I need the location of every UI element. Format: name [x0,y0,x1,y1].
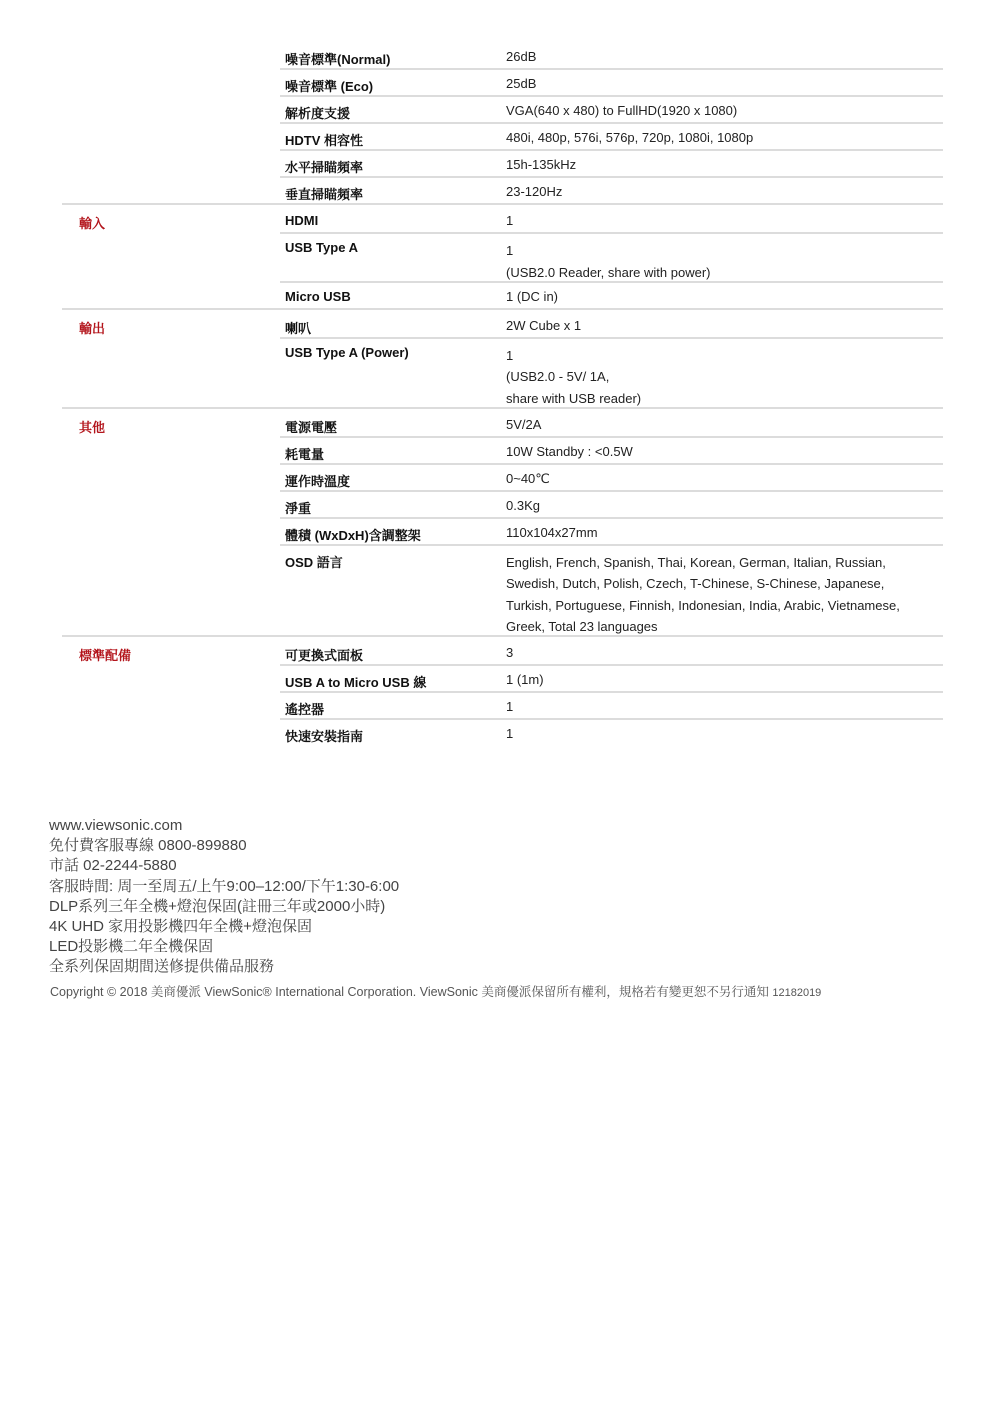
row-divider [280,718,943,720]
spec-label: Micro USB [285,288,351,304]
spec-value: 0.3Kg [506,497,540,513]
section-title: 輸出 [79,320,106,336]
document-code: 12182019 [772,987,822,999]
row-divider [280,490,943,492]
spec-label: 噪音標準 (Eco) [285,79,374,94]
copyright-text: Copyright © 2018 美商優派 ViewSonic® International Corporation. ViewSonic 美商優派保留所有權利，規格若有變更恕不另行通知 [50,985,769,999]
website-link[interactable]: www.viewsonic.com [49,817,183,834]
spec-value: 1 (USB2.0 Reader, share with power) [506,243,711,280]
contact-line: 市話 02-2244-5880 [49,857,177,875]
spec-label: 耗電量 [285,446,325,462]
section-title: 其他 [79,419,106,435]
spec-label: 解析度支援 [285,106,351,121]
contact-line: 客服時間: 周一至周五/上午9:00–12:00/下午1:30-6:00 [49,877,400,895]
spec-label: 噪音標準(Normal) [285,52,391,67]
spec-value: 26dB [506,49,537,64]
row-divider [62,203,943,205]
spec-label: 電源電壓 [285,419,338,435]
spec-label: 體積 (WxDxH)含調整架 [285,527,421,543]
spec-value: 10W Standby : <0.5W [506,443,633,459]
contact-line: DLP系列三年全機+燈泡保固(註冊三年或2000小時) [49,897,386,915]
spec-value: 1 (USB2.0 - 5V/ 1A, share with USB reader) [506,347,642,406]
section-title: 輸入 [79,216,106,231]
row-divider [280,517,943,519]
spec-value: 2W Cube x 1 [506,317,582,333]
spec-label: USB Type A (Power) [285,344,409,360]
contact-line: 全系列保固期間送修提供備品服務 [49,958,275,976]
row-divider [62,635,943,637]
copyright-line [50,982,821,1000]
row-divider [280,664,943,666]
row-divider [280,149,943,151]
spec-value: 1 [506,726,514,741]
spec-value: 3 [506,645,514,660]
spec-value: 0~40℃ [506,470,550,486]
spec-value: 15h-135kHz [506,157,577,172]
spec-value: 480i, 480p, 576i, 576p, 720p, 1080i, 1080p [506,130,754,145]
spec-value: 1 (DC in) [506,288,559,304]
spec-label: 喇叭 [285,320,312,336]
row-divider [280,122,943,124]
section-title: 標準配備 [79,648,132,663]
spec-value: 23-120Hz [506,184,563,199]
spec-label: 快速安裝指南 [285,729,364,744]
row-divider [280,337,943,339]
row-divider [62,407,943,409]
row-divider [280,544,943,546]
spec-label: 垂直掃瞄頻率 [285,187,364,202]
spec-value: 1 (1m) [506,672,544,687]
footer-contact [49,816,399,978]
row-divider [280,68,943,70]
row-divider [280,436,943,438]
spec-value: English, French, Spanish, Thai, Korean, German, Italian, Russian, Swedish, Dutch, Polish, Czech, T-Chinese, S-Chinese, Japanese, Turkish, Portuguese, Finnish, Indonesian, India, Arabic, Vietnamese, Greek, Total 23 languages [506,554,900,634]
row-divider [280,281,943,283]
contact-line: 4K UHD 家用投影機四年全機+燈泡保固 [49,918,312,936]
spec-value: 5V/2A [506,416,542,432]
row-divider [62,308,943,310]
spec-label: 運作時溫度 [285,473,351,489]
contact-line: 免付費客服專線 0800-899880 [49,837,247,855]
spec-value: 110x104x27mm [506,524,598,540]
spec-label: HDMI [285,213,319,228]
row-divider [280,691,943,693]
spec-label: 淨重 [285,500,312,516]
spec-label: 水平掃瞄頻率 [285,160,364,175]
spec-value: VGA(640 x 480) to FullHD(1920 x 1080) [506,103,738,118]
row-divider [280,463,943,465]
spec-value: 1 [506,213,514,228]
spec-label: USB A to Micro USB 線 [285,675,427,690]
spec-label: OSD 語言 [285,554,343,570]
contact-line: LED投影機二年全機保固 [49,938,214,956]
spec-label: USB Type A [285,240,358,255]
spec-label: HDTV 相容性 [285,133,364,148]
spec-label: 可更換式面板 [285,648,364,663]
spec-label: 遙控器 [285,702,325,717]
spec-value: 25dB [506,76,537,91]
row-divider [280,232,943,234]
spec-value: 1 [506,699,514,714]
row-divider [280,95,943,97]
row-divider [280,176,943,178]
